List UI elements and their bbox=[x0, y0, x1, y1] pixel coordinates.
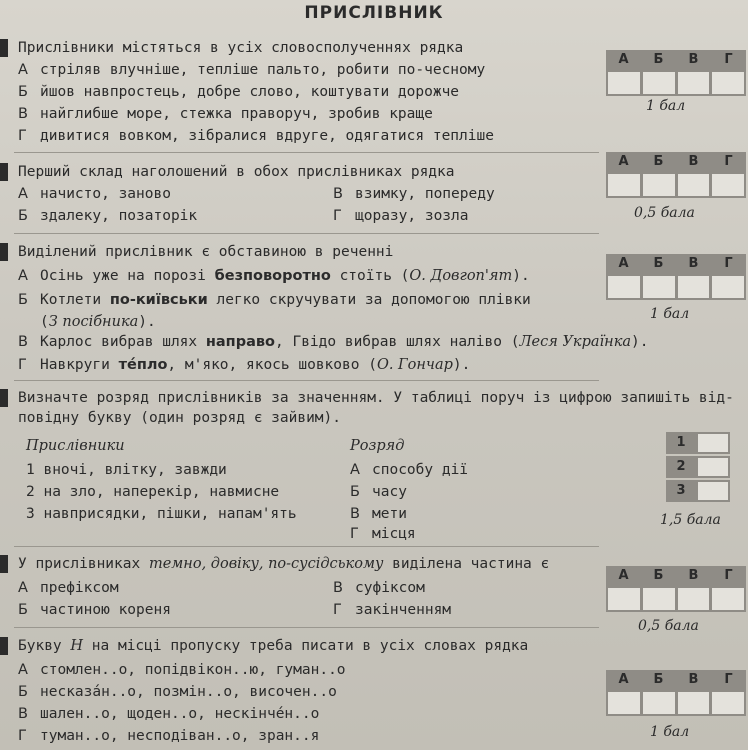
q3-option-d: Г Навкруги тéпло, м'яко, якось шовково (О. Гончар). bbox=[18, 357, 471, 373]
q4-item-3: 3 навприсядки, пішки, напам'ять bbox=[26, 506, 297, 522]
q6-option-c: В шален..о, щоден..о, нескінчéн..о bbox=[18, 706, 320, 722]
page-title: ПРИСЛІВНИК bbox=[304, 3, 444, 23]
q2-option-c: В взимку, попереду bbox=[333, 186, 495, 202]
q3-answer-grid: А Б В Г bbox=[606, 254, 746, 300]
q6-points: 1 бал bbox=[650, 724, 690, 740]
q4-stem-continued: повідну букву (один розряд є зайвим). bbox=[18, 410, 342, 426]
q1-option-b: Б йшов навпростець, добре слово, коштувати дорожче bbox=[18, 84, 460, 100]
q4-item-2: 2 на зло, наперекір, навмисне bbox=[26, 484, 280, 500]
q2-stem: Перший склад наголошений в обох прислівниках рядка bbox=[18, 164, 455, 180]
q6-answer-cell-b[interactable] bbox=[643, 692, 675, 714]
divider bbox=[14, 233, 599, 234]
q2-answer-cell-c[interactable] bbox=[678, 174, 710, 196]
q4-answer-cell-1[interactable] bbox=[696, 432, 730, 454]
q1-answer-cell-a[interactable] bbox=[608, 72, 640, 94]
q3-answer-cell-c[interactable] bbox=[678, 276, 710, 298]
q3-option-b-continued: (З посібника). bbox=[40, 314, 156, 330]
q5-option-b: Б частиною кореня bbox=[18, 602, 171, 618]
q4-answer-cell-2[interactable] bbox=[696, 456, 730, 478]
q1-option-d: Г дивитися вовком, зібралися вдруге, одягатися тепліше bbox=[18, 128, 494, 144]
q3-option-b: Б Котлети по-київськи легко скручувати за допомогою плівки bbox=[18, 292, 531, 308]
q4-stem: Визначте розряд прислівників за значенням. У таблиці поруч із цифрою запишіть від- bbox=[18, 390, 734, 406]
q3-stem: Виділений прислівник є обставиною в реченні bbox=[18, 244, 394, 260]
q1-stem: Прислівники містяться в усіх словосполученнях рядка bbox=[18, 40, 464, 56]
q3-option-c: В Карлос вибрав шлях направо, Гвідо вибрав шлях наліво (Леся Українка). bbox=[18, 334, 649, 350]
q5-option-a: А префіксом bbox=[18, 580, 119, 596]
q6-answer-cell-d[interactable] bbox=[712, 692, 744, 714]
q5-answer-cell-c[interactable] bbox=[678, 588, 710, 610]
q2-answer-cell-b[interactable] bbox=[643, 174, 675, 196]
q1-answer-cell-c[interactable] bbox=[678, 72, 710, 94]
q4-column-header-adverbs: Прислівники bbox=[26, 438, 125, 454]
q2-option-b: Б здалеку, позаторік bbox=[18, 208, 198, 224]
q3-answer-cell-d[interactable] bbox=[712, 276, 744, 298]
q1-option-c: В найглибше море, стежка праворуч, зробив краще bbox=[18, 106, 433, 122]
q6-answer-cell-a[interactable] bbox=[608, 692, 640, 714]
q5-option-d: Г закінченням bbox=[333, 602, 452, 618]
q4-category-c: В мети bbox=[350, 506, 407, 522]
q3-points: 1 бал bbox=[650, 306, 690, 322]
q1-answer-cell-b[interactable] bbox=[643, 72, 675, 94]
q5-answer-grid: А Б В Г bbox=[606, 566, 746, 612]
q2-answer-cell-d[interactable] bbox=[712, 174, 744, 196]
q3-answer-cell-a[interactable] bbox=[608, 276, 640, 298]
q1-answer-grid: А Б В Г bbox=[606, 50, 746, 96]
q5-points: 0,5 бала bbox=[638, 618, 699, 634]
q2-answer-grid: А Б В Г bbox=[606, 152, 746, 198]
q6-answer-cell-c[interactable] bbox=[678, 692, 710, 714]
q6-stem: Букву Н на місці пропуску треба писати в усіх словах рядка bbox=[18, 638, 529, 654]
q4-category-a: А способу дії bbox=[350, 462, 469, 478]
q4-column-header-category: Розряд bbox=[350, 438, 405, 454]
q5-stem: У прислівниках темно, довіку, по-сусідському виділена частина є bbox=[18, 556, 550, 572]
divider bbox=[14, 627, 599, 628]
q4-category-d: Г місця bbox=[350, 526, 416, 542]
q2-option-d: Г щоразу, зозла bbox=[333, 208, 469, 224]
q5-option-c: В суфіксом bbox=[333, 580, 425, 596]
q1-answer-cell-d[interactable] bbox=[712, 72, 744, 94]
q1-points: 1 бал bbox=[646, 98, 686, 114]
q4-item-1: 1 вночі, влітку, завжди bbox=[26, 462, 227, 478]
q6-option-d: Г туман..о, несподіван..о, зран..я bbox=[18, 728, 320, 744]
q5-answer-cell-a[interactable] bbox=[608, 588, 640, 610]
divider bbox=[14, 152, 599, 153]
q2-option-a: А начисто, заново bbox=[18, 186, 171, 202]
q5-answer-cell-b[interactable] bbox=[643, 588, 675, 610]
q2-answer-cell-a[interactable] bbox=[608, 174, 640, 196]
divider bbox=[14, 380, 599, 381]
q6-answer-grid: А Б В Г bbox=[606, 670, 746, 716]
q4-answer-cell-3[interactable] bbox=[696, 480, 730, 502]
q4-points: 1,5 бала bbox=[660, 512, 721, 528]
q6-option-a: А стомлен..о, попідвікон..ю, гуман..о bbox=[18, 662, 346, 678]
q2-points: 0,5 бала bbox=[634, 205, 695, 221]
q4-category-b: Б часу bbox=[350, 484, 407, 500]
q1-option-a: А стріляв влучніше, тепліше пальто, робити по-чесному bbox=[18, 62, 486, 78]
q3-option-a: А Осінь уже на порозі безповоротно стоїть (О. Довгоп'ят). bbox=[18, 268, 530, 284]
q3-answer-cell-b[interactable] bbox=[643, 276, 675, 298]
q4-match-table: 1 2 3 bbox=[666, 432, 730, 504]
divider bbox=[14, 546, 599, 547]
q6-option-b: Б несказáн..о, позмін..о, височен..о bbox=[18, 684, 337, 700]
q5-answer-cell-d[interactable] bbox=[712, 588, 744, 610]
